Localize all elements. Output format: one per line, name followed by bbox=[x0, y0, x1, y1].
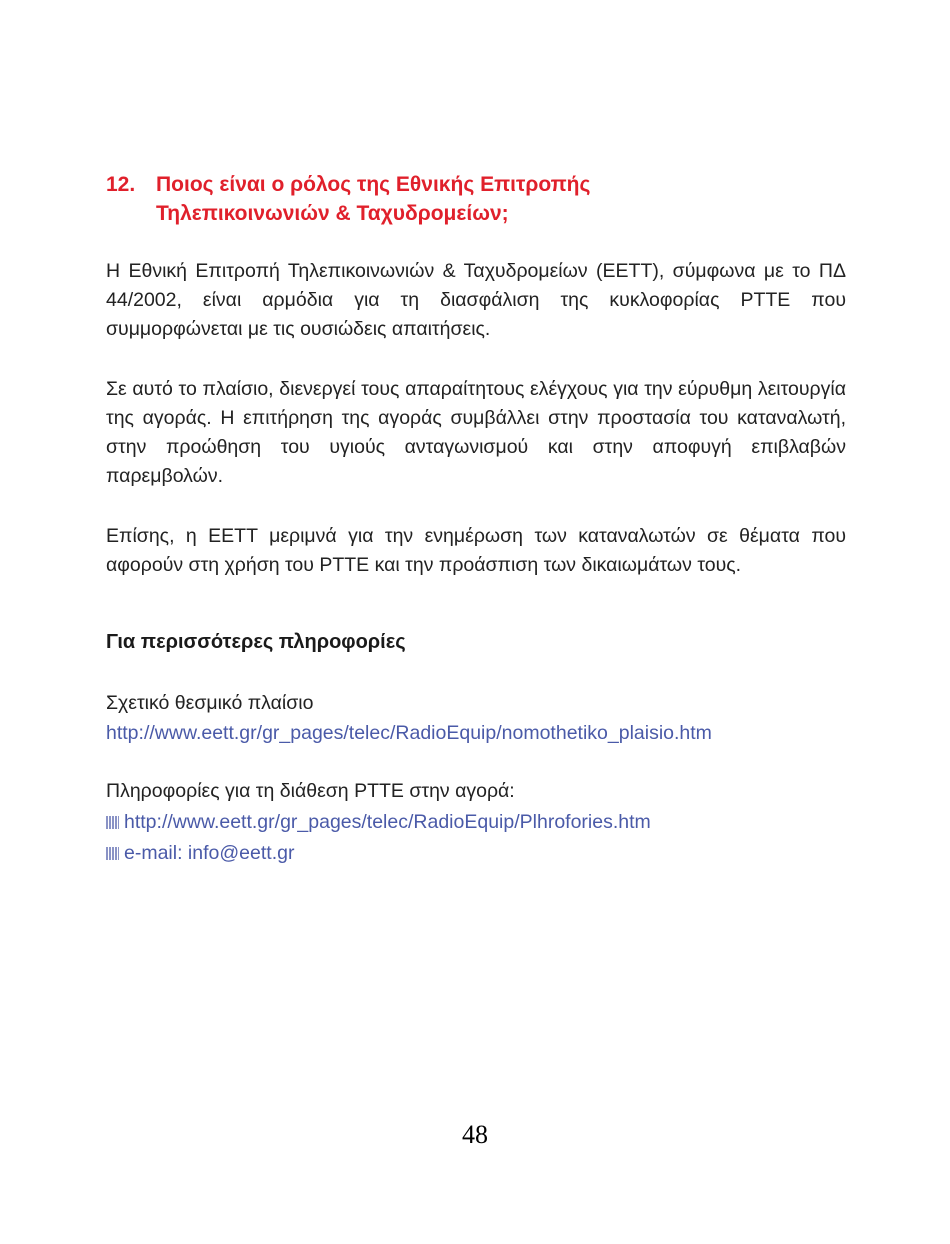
bullet-icon bbox=[106, 847, 119, 860]
heading-line-1 bbox=[106, 170, 846, 199]
paragraph-consumer-info: Επίσης, η ΕΕΤΤ μεριμνά για την ενημέρωση των καταναλωτών σε θέματα που αφορούν στη χρήση του PTTE και την προάσπιση των δικαιωμάτων τους. bbox=[106, 525, 846, 576]
market-info-link-row bbox=[106, 811, 651, 834]
legal-framework-label: Σχετικό θεσμικό πλαίσιο bbox=[106, 692, 314, 714]
heading-title-line-1: Ποιος είναι ο ρόλος της Εθνικής Επιτροπής bbox=[156, 173, 591, 196]
more-info-title: Για περισσότερες πληροφορίες bbox=[106, 631, 406, 653]
market-info-link[interactable]: http://www.eett.gr/gr_pages/telec/RadioEquip/Plhrofories.htm bbox=[124, 811, 651, 833]
section-heading bbox=[106, 170, 846, 228]
legal-framework-link[interactable]: http://www.eett.gr/gr_pages/telec/RadioEquip/nomothetiko_plaisio.htm bbox=[106, 722, 712, 744]
paragraph-market-controls: Σε αυτό το πλαίσιο, διενεργεί τους απαραίτητους ελέγχους για την εύρυθμη λειτουργία της αγοράς. Η επιτήρηση της αγοράς συμβάλλει στην προστασία του καταναλωτή, στην προώθηση του υγιούς ανταγωνισμού και στην αποφυγή επιβλαβών παρεμβολών. bbox=[106, 378, 846, 487]
paragraph-eett-role: Η Εθνική Επιτροπή Τηλεπικοινωνιών & Ταχυδρομείων (ΕΕΤΤ), σύμφωνα με το ΠΔ 44/2002, είναι αρμόδια για τη διασφάλιση της κυκλοφορίας PTTE που συμμορφώνεται με τις ουσιώδεις απαιτήσεις. bbox=[106, 260, 846, 340]
section-number: 12. bbox=[106, 173, 136, 196]
email-row bbox=[106, 842, 294, 865]
heading-title-line-2: Τηλεπικοινωνιών & Ταχυδρομείων; bbox=[156, 202, 509, 225]
email-link[interactable]: e-mail: info@eett.gr bbox=[124, 842, 295, 864]
bullet-icon bbox=[106, 816, 119, 829]
market-info-label: Πληροφορίες για τη διάθεση PTTE στην αγορά: bbox=[106, 780, 515, 802]
page-number: 48 bbox=[462, 1120, 488, 1149]
